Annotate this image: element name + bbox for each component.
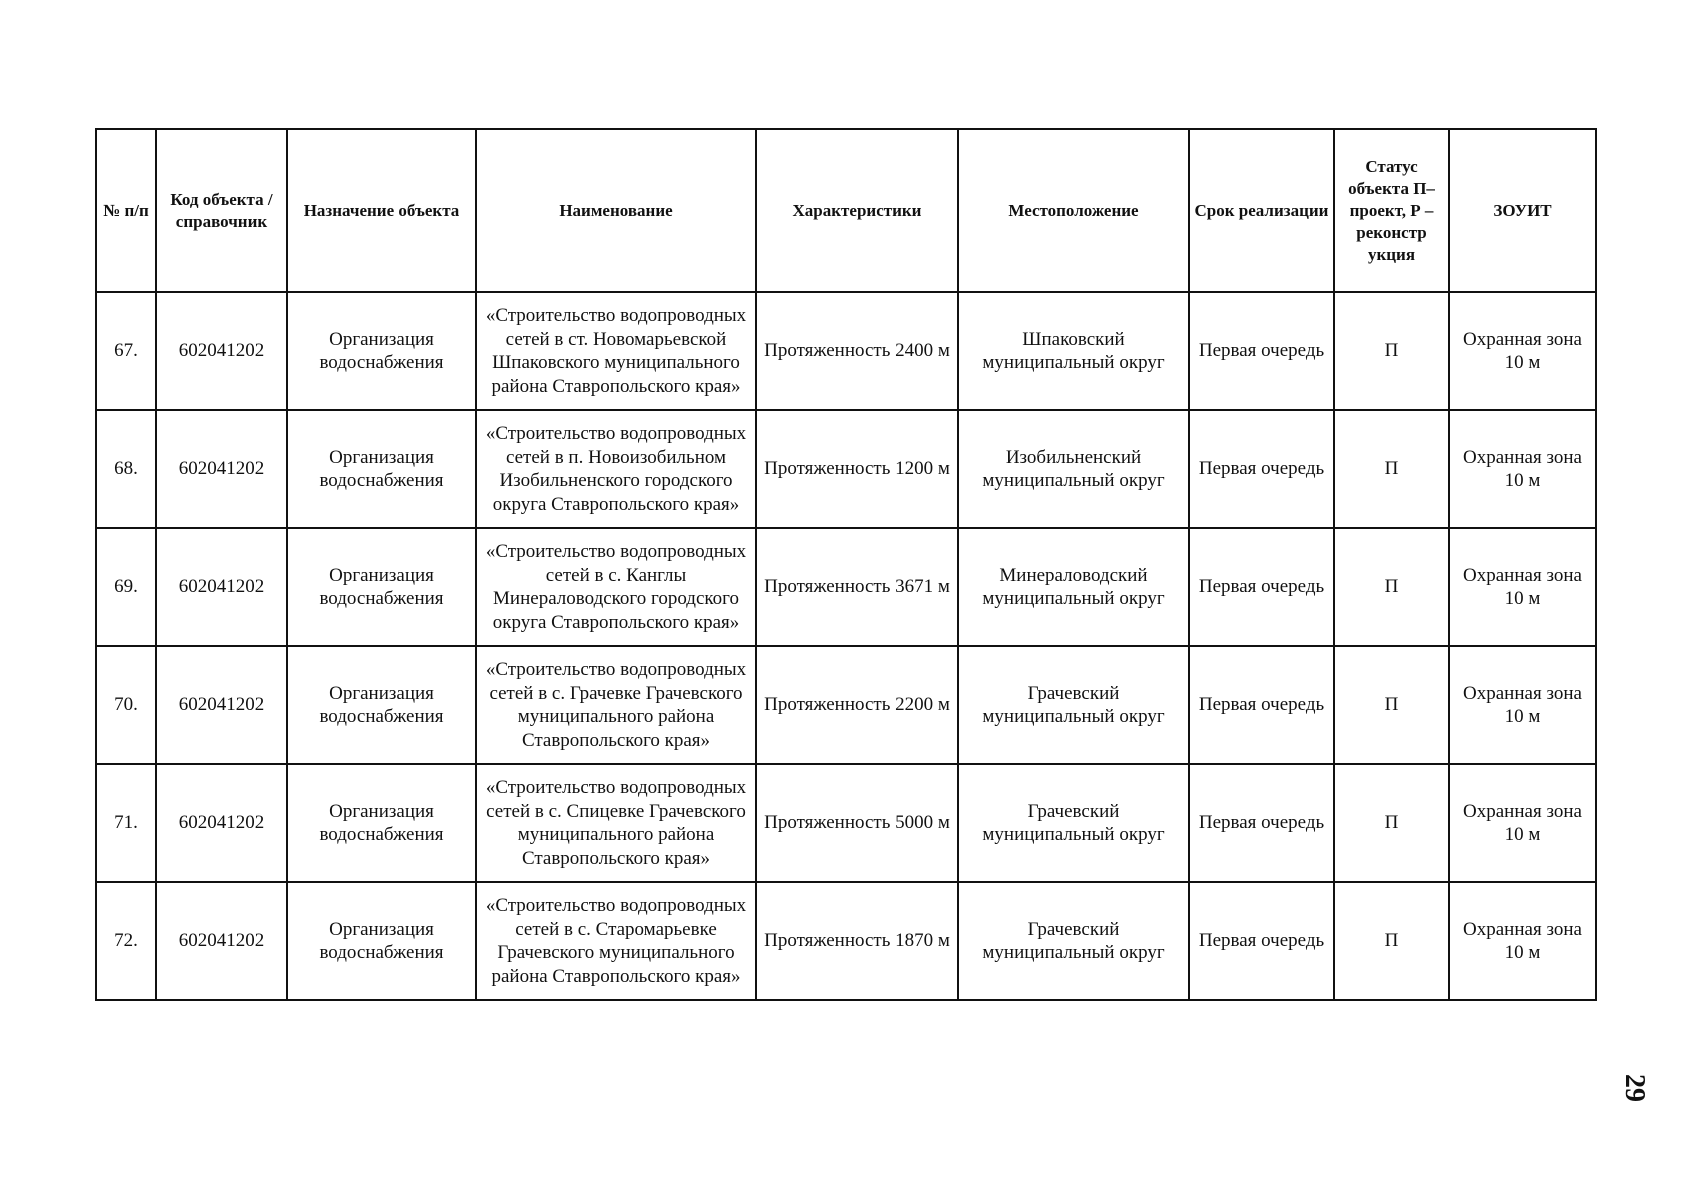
row-purpose: Организация водоснабжения bbox=[287, 410, 476, 528]
row-name: «Строительство водопроводных сетей в с. Старомарьевке Грачевского муниципального района Ставропольского края» bbox=[476, 882, 756, 1000]
row-status: П bbox=[1334, 646, 1449, 764]
table-row bbox=[96, 410, 1596, 528]
row-location: Минераловодский муниципальный округ bbox=[958, 528, 1189, 646]
row-term: Первая очередь bbox=[1189, 292, 1334, 410]
row-name: «Строительство водопроводных сетей в ст. Новомарьевской Шпаковского муниципального района Ставропольского края» bbox=[476, 292, 756, 410]
table-row bbox=[96, 764, 1596, 882]
row-number: 69. bbox=[96, 528, 156, 646]
row-term: Первая очередь bbox=[1189, 410, 1334, 528]
row-zone: Охранная зона 10 м bbox=[1449, 646, 1596, 764]
row-zone: Охранная зона 10 м bbox=[1449, 528, 1596, 646]
row-characteristics: Протяженность 2200 м bbox=[756, 646, 958, 764]
row-code: 602041202 bbox=[156, 528, 287, 646]
row-term: Первая очередь bbox=[1189, 882, 1334, 1000]
row-purpose: Организация водоснабжения bbox=[287, 646, 476, 764]
header-location: Местоположение bbox=[958, 129, 1189, 292]
row-number: 67. bbox=[96, 292, 156, 410]
header-code: Код объекта / справочник bbox=[156, 129, 287, 292]
row-characteristics: Протяженность 5000 м bbox=[756, 764, 958, 882]
row-number: 68. bbox=[96, 410, 156, 528]
row-zone: Охранная зона 10 м bbox=[1449, 292, 1596, 410]
row-status: П bbox=[1334, 882, 1449, 1000]
row-zone: Охранная зона 10 м bbox=[1449, 410, 1596, 528]
row-characteristics: Протяженность 1200 м bbox=[756, 410, 958, 528]
row-location: Грачевский муниципальный округ bbox=[958, 882, 1189, 1000]
row-characteristics: Протяженность 1870 м bbox=[756, 882, 958, 1000]
row-name: «Строительство водопроводных сетей в с. Грачевке Грачевского муниципального района Ставропольского края» bbox=[476, 646, 756, 764]
header-purpose: Назначение объекта bbox=[287, 129, 476, 292]
row-purpose: Организация водоснабжения bbox=[287, 292, 476, 410]
page-number: 29 bbox=[1619, 1074, 1650, 1102]
row-code: 602041202 bbox=[156, 410, 287, 528]
table-row bbox=[96, 292, 1596, 410]
header-zone: ЗОУИТ bbox=[1449, 129, 1596, 292]
row-number: 71. bbox=[96, 764, 156, 882]
row-term: Первая очередь bbox=[1189, 528, 1334, 646]
table-row bbox=[96, 882, 1596, 1000]
header-number: № п/п bbox=[96, 129, 156, 292]
objects-table bbox=[95, 128, 1597, 1001]
row-characteristics: Протяженность 3671 м bbox=[756, 528, 958, 646]
row-location: Грачевский муниципальный округ bbox=[958, 646, 1189, 764]
row-purpose: Организация водоснабжения bbox=[287, 764, 476, 882]
row-code: 602041202 bbox=[156, 646, 287, 764]
row-number: 70. bbox=[96, 646, 156, 764]
row-characteristics: Протяженность 2400 м bbox=[756, 292, 958, 410]
row-code: 602041202 bbox=[156, 882, 287, 1000]
row-status: П bbox=[1334, 410, 1449, 528]
header-term: Срок реализации bbox=[1189, 129, 1334, 292]
row-location: Грачевский муниципальный округ bbox=[958, 764, 1189, 882]
row-purpose: Организация водоснабжения bbox=[287, 528, 476, 646]
row-code: 602041202 bbox=[156, 292, 287, 410]
table-header-row bbox=[96, 129, 1596, 292]
row-name: «Строительство водопроводных сетей в с. Канглы Минераловодского городского округа Ставропольского края» bbox=[476, 528, 756, 646]
row-location: Шпаковский муниципальный округ bbox=[958, 292, 1189, 410]
row-name: «Строительство водопроводных сетей в п. Новоизобильном Изобильненского городского округа Ставропольского края» bbox=[476, 410, 756, 528]
table-body bbox=[96, 292, 1596, 1000]
row-status: П bbox=[1334, 764, 1449, 882]
row-zone: Охранная зона 10 м bbox=[1449, 882, 1596, 1000]
row-term: Первая очередь bbox=[1189, 764, 1334, 882]
row-status: П bbox=[1334, 292, 1449, 410]
row-location: Изобильненский муниципальный округ bbox=[958, 410, 1189, 528]
header-name: Наименование bbox=[476, 129, 756, 292]
row-number: 72. bbox=[96, 882, 156, 1000]
row-zone: Охранная зона 10 м bbox=[1449, 764, 1596, 882]
header-characteristics: Характеристики bbox=[756, 129, 958, 292]
table-row bbox=[96, 646, 1596, 764]
row-status: П bbox=[1334, 528, 1449, 646]
row-name: «Строительство водопроводных сетей в с. Спицевке Грачевского муниципального района Ставропольского края» bbox=[476, 764, 756, 882]
table-row bbox=[96, 528, 1596, 646]
header-status: Статус объекта П– проект, Р – реконстр укция bbox=[1334, 129, 1449, 292]
row-code: 602041202 bbox=[156, 764, 287, 882]
row-term: Первая очередь bbox=[1189, 646, 1334, 764]
row-purpose: Организация водоснабжения bbox=[287, 882, 476, 1000]
